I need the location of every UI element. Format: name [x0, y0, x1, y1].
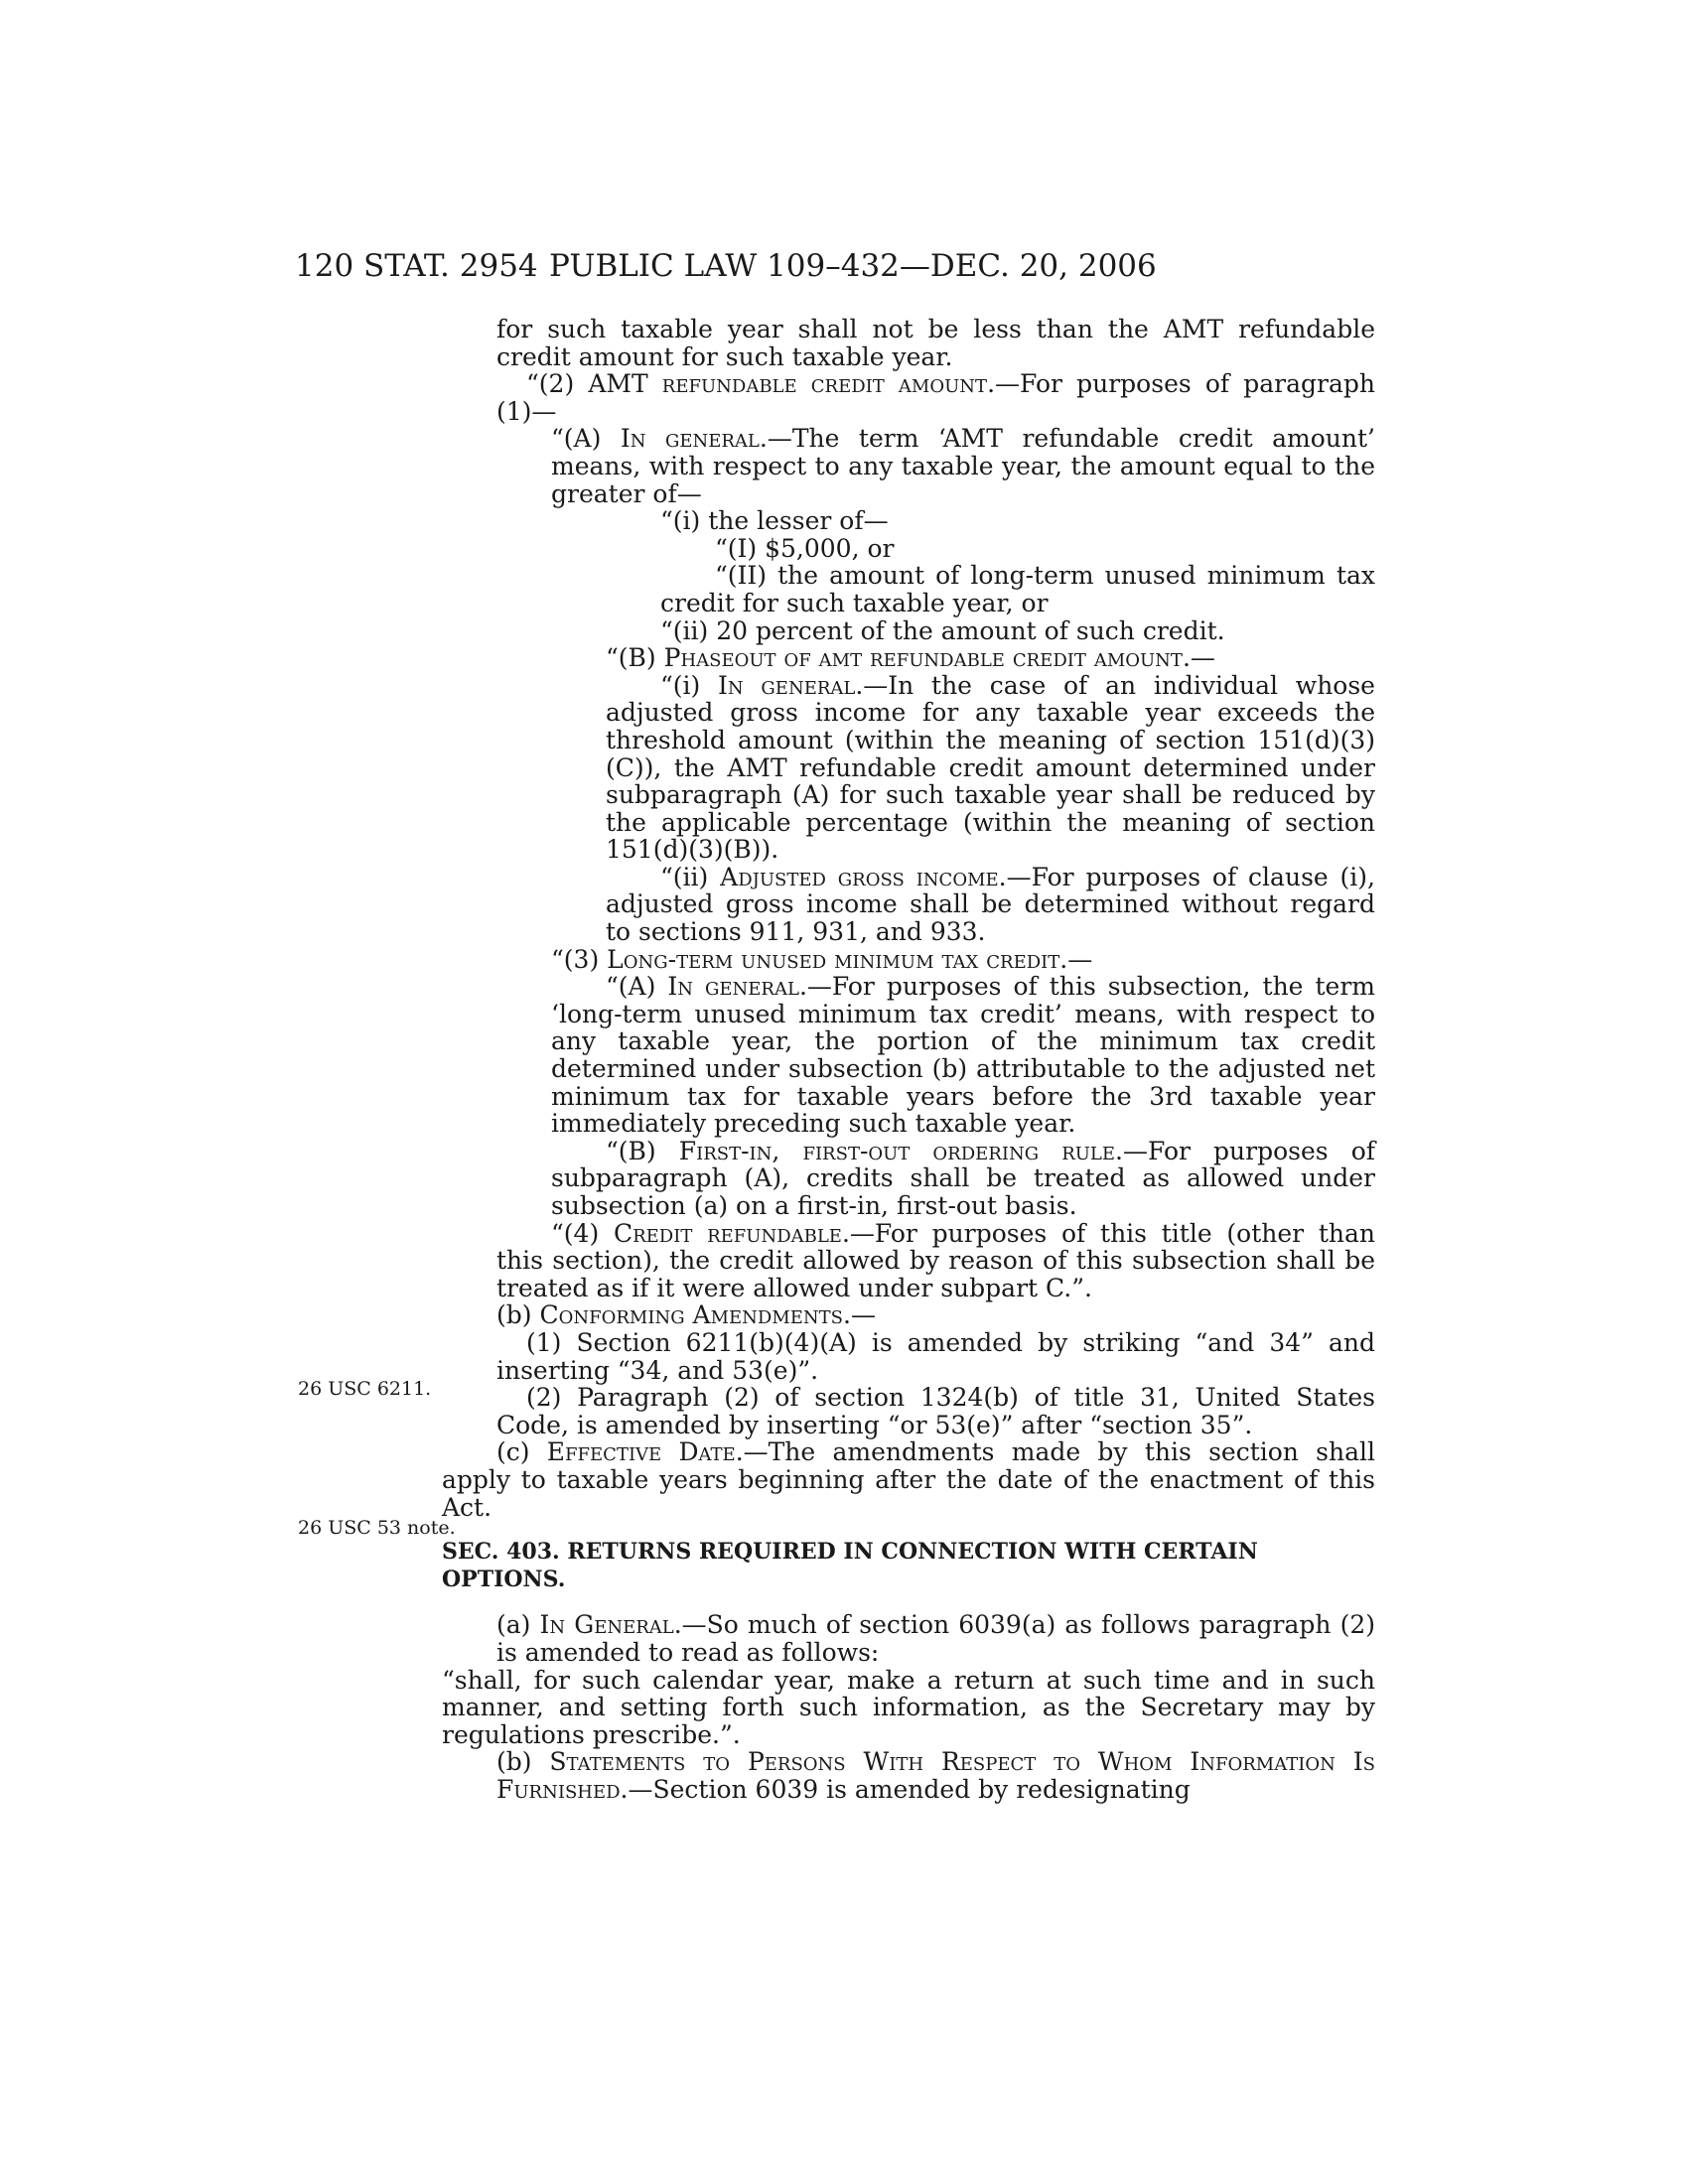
public-law-title: PUBLIC LAW 109–432—DEC. 20, 2006	[549, 248, 1157, 284]
subclause-II: “(II) the amount of long-term unused minimum tax credit for such taxable year, or	[660, 561, 1375, 617]
para-3-long-term: “(3) Long-term unused minimum tax credit.—	[551, 944, 1093, 974]
section-403-a-in-general: (a) In General.—So much of section 6039(a) as follows paragraph (2) is amended to read as follows:	[496, 1610, 1376, 1667]
conforming-amendment-2: (2) Paragraph (2) of section 1324(b) of title 31, United States Code, is amended by inserting “or 53(e)” after “section 35”.	[496, 1383, 1375, 1439]
conforming-amendment-1: (1) Section 6211(b)(4)(A) is amended by striking “and 34” and inserting “34, and 53(e)”.	[496, 1327, 1375, 1385]
margin-note-usc-53: 26 USC 53 note.	[298, 1517, 456, 1539]
section-403-heading: SEC. 403. RETURNS REQUIRED IN CONNECTION WITH CERTAIN OPTIONS.	[442, 1539, 1258, 1592]
continuation-paragraph: for such taxable year shall not be less than the AMT refundable credit amount for such taxable year.	[496, 315, 1375, 371]
clause-i: “(i) the lesser of—	[660, 506, 889, 536]
section-403-b-statements: (b) Statements to Persons With Respect to Whom Information Is Furnished.—Section 6039 is amended by redesignating	[496, 1747, 1375, 1804]
subpara-b-phaseout: “(B) Phaseout of amt refundable credit amount.—	[606, 643, 1215, 673]
para-2-amt-refundable: “(2) AMT refundable credit amount.—For purposes of paragraph (1)—	[496, 369, 1375, 426]
subsection-c-effective-date: (c) Effective Date.—The amendments made by this section shall apply to taxable years beginning after the date of the enactment of this Act.	[442, 1437, 1375, 1522]
subclause-I: “(I) $5,000, or	[715, 533, 895, 563]
subsection-b-conforming: (b) Conforming Amendments.—	[496, 1300, 876, 1330]
margin-note-usc-6211: 26 USC 6211.	[298, 1378, 432, 1400]
clause-ii: “(ii) 20 percent of the amount of such credit.	[660, 615, 1225, 645]
subpara-a-in-general: “(A) In general.—The term ‘AMT refundable credit amount’ means, with respect to any taxable year, the amount equal to the greater of—	[551, 424, 1375, 508]
clause-b-ii-agi: “(ii) Adjusted gross income.—For purposes of clause (i), adjusted gross income shall be determined without regard to sections 911, 931, and 933.	[606, 862, 1376, 947]
page-header	[0, 248, 1688, 298]
quoted-text: “shall, for such calendar year, make a return at such time and in such manner, and setting forth such information, as the Secretary may by regulations prescribe.”.	[442, 1665, 1375, 1749]
clause-b-i-in-general: “(i) In general.—In the case of an individual whose adjusted gross income for any taxable year exceeds the threshold amount (within the meaning of section 151(d)(3)(C)), the AMT refundable credit amount determined under subparagraph (A) for such taxable year shall be reduced by the applicable percentage (within the meaning of section 151(d)(3)(B)).	[606, 670, 1375, 865]
page-body	[442, 315, 1376, 1804]
subpara-3-a-in-general: “(A) In general.—For purposes of this subsection, the term ‘long-term unused minimum tax credit’ means, with respect to any taxable year, the portion of the minimum tax credit determined under subsection (b) attributable to the adjusted net minimum tax for taxable years before the 3rd taxable year immediately preceding such taxable year.	[551, 972, 1375, 1139]
para-4-credit-refundable: “(4) Credit refundable.—For purposes of this title (other than this section), the credit allowed by reason of this subsection shall be treated as if it were allowed under subpart C.”.	[496, 1218, 1375, 1302]
subpara-3-b-fifo: “(B) First-in, first-out ordering rule.—For purposes of subparagraph (A), credits shall be treated as allowed under subsection (a) on a first-in, first-out basis.	[551, 1136, 1376, 1220]
stat-citation: 120 STAT. 2954	[295, 248, 538, 284]
